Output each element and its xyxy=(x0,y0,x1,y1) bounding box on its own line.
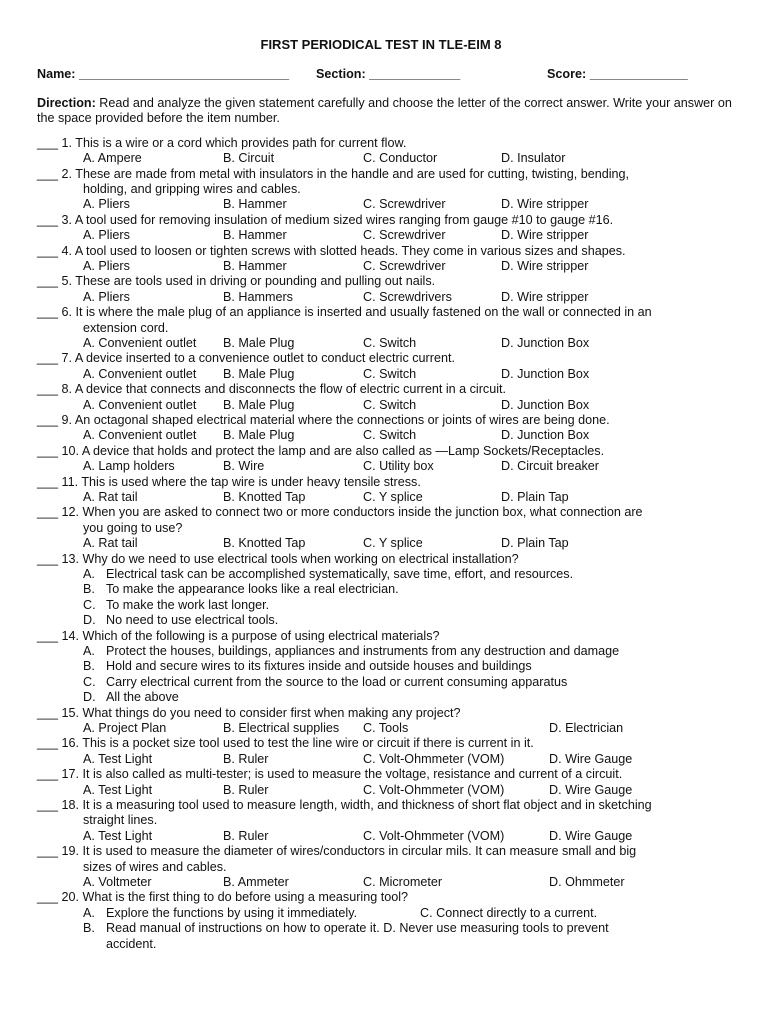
answer-choices xyxy=(37,644,737,706)
question-item xyxy=(37,736,737,767)
test-document xyxy=(37,37,737,952)
question-item xyxy=(37,444,737,475)
page-title: FIRST PERIODICAL TEST IN TLE-EIM 8 xyxy=(260,37,502,52)
question-text: ___ 14. Which of the following is a purpose of using electrical materials? xyxy=(37,628,440,643)
answer-choice-c: C. Switch xyxy=(363,397,417,412)
answer-choices xyxy=(37,875,737,890)
question-text-continued: holding, and gripping wires and cables. xyxy=(83,182,301,197)
answer-choice-a: A. Pliers xyxy=(83,228,130,243)
choice-letter: B. xyxy=(83,582,95,597)
choice-text: To make the appearance looks like a real electrician. xyxy=(106,582,399,597)
choice-letter: D. xyxy=(83,690,96,705)
question-text: ___ 20. What is the first thing to do before using a measuring tool? xyxy=(37,890,409,905)
answer-choice-b: B. Knotted Tap xyxy=(223,536,306,551)
answer-choice-b: B. Wire xyxy=(223,459,265,474)
answer-choices xyxy=(37,721,737,736)
answer-choice-c: C. Switch xyxy=(363,428,417,443)
answer-choice-a: A. Rat tail xyxy=(83,490,138,504)
name-field: Name: ______________________________ xyxy=(37,67,290,81)
question-text-continued: straight lines. xyxy=(83,813,158,828)
question-item xyxy=(37,244,737,275)
answer-choice-a: A. Convenient outlet xyxy=(83,428,197,443)
choice-text: C. Connect directly to a current. xyxy=(420,905,598,920)
answer-choice-d: D. Wire stripper xyxy=(501,289,589,304)
answer-choice-c: C. Volt-Ohmmeter (VOM) xyxy=(363,751,505,766)
answer-choice-row xyxy=(37,906,737,921)
question-text: ___ 17. It is also called as multi-tester; is used to measure the voltage, resistance and current of a circuit. xyxy=(37,767,623,782)
answer-choice-c: C. Switch xyxy=(363,366,417,381)
choice-text: Electrical task can be accomplished systematically, save time, effort, and resources. xyxy=(106,567,574,581)
answer-choice-d: D. Wire stripper xyxy=(501,197,589,212)
choice-text: accident. xyxy=(106,936,157,951)
answer-choices xyxy=(37,829,737,844)
question-list xyxy=(37,136,737,952)
answer-choice-row xyxy=(37,937,737,952)
answer-choice-b: B. Male Plug xyxy=(223,428,295,443)
choice-letter: D. xyxy=(83,613,96,628)
answer-choice-c: C. Utility box xyxy=(363,459,434,474)
choice-text: All the above xyxy=(106,690,179,705)
question-item xyxy=(37,213,737,244)
choice-letter: A. xyxy=(83,644,95,659)
choice-letter: A. xyxy=(83,567,95,581)
question-text: ___ 12. When you are asked to connect two or more conductors inside the junction box, what connection are xyxy=(37,505,643,520)
answer-choices xyxy=(37,567,737,629)
question-text: ___ 8. A device that connects and disconnects the flow of electric current in a circuit. xyxy=(37,382,507,397)
answer-choice-d: D. Insulator xyxy=(501,151,566,166)
question-item xyxy=(37,274,737,305)
answer-choice-d: D. Plain Tap xyxy=(501,490,569,504)
question-item xyxy=(37,844,737,890)
question-text: ___ 4. A tool used to loosen or tighten screws with slotted heads. They come in various sizes and shapes. xyxy=(37,243,626,258)
answer-choice-d: D. Wire stripper xyxy=(501,228,589,243)
answer-choice-a: A. Convenient outlet xyxy=(83,336,197,351)
question-text: ___ 3. A tool used for removing insulation of medium sized wires ranging from gauge #10 to gauge #16. xyxy=(37,212,614,227)
direction-label: Direction: xyxy=(37,96,96,110)
question-text: ___ 2. These are made from metal with insulators in the handle and are used for cutting, twisting, bending, xyxy=(37,166,630,181)
answer-choice-a: A. Ampere xyxy=(83,151,142,166)
answer-choice-d: D. Wire Gauge xyxy=(549,751,633,766)
question-text: ___ 11. This is used where the tap wire is under heavy tensile stress. xyxy=(37,474,421,489)
answer-choice-a: A. Pliers xyxy=(83,289,130,304)
answer-choice-d: D. Plain Tap xyxy=(501,536,569,551)
answer-choice-b: B. Ruler xyxy=(223,828,269,843)
question-text: ___ 15. What things do you need to consider first when making any project? xyxy=(37,705,461,720)
question-text: ___ 13. Why do we need to use electrical tools when working on electrical installation? xyxy=(37,551,519,566)
answer-choices xyxy=(37,459,737,474)
answer-choice-d: D. Wire Gauge xyxy=(549,782,633,797)
answer-choices xyxy=(37,290,737,305)
choice-letter: C. xyxy=(83,597,96,612)
answer-choice-d xyxy=(83,690,737,705)
question-text: ___ 9. An octagonal shaped electrical material where the connections or joints of wires are being done. xyxy=(37,413,610,427)
answer-choice-a: A. Lamp holders xyxy=(83,459,175,474)
answer-choices xyxy=(37,783,737,798)
question-text-continued: you going to use? xyxy=(83,520,183,535)
question-item xyxy=(37,890,737,952)
question-text: ___ 5. These are tools used in driving or pounding and pulling out nails. xyxy=(37,274,436,289)
choice-letter: B. xyxy=(83,659,95,674)
question-item xyxy=(37,767,737,798)
choice-text: Carry electrical current from the source to the load or current consuming apparatus xyxy=(106,674,568,689)
question-item xyxy=(37,706,737,737)
question-item xyxy=(37,552,737,629)
answer-choices xyxy=(37,228,737,243)
answer-choice-b xyxy=(83,659,737,674)
answer-choice-a: A. Test Light xyxy=(83,782,153,797)
answer-choices xyxy=(37,367,737,382)
directions xyxy=(37,96,737,127)
answer-choice-c xyxy=(83,675,737,690)
choice-letter: C. xyxy=(83,674,96,689)
answer-choices xyxy=(37,336,737,351)
section-field: Section: _____________ xyxy=(316,67,461,81)
answer-choice-c xyxy=(83,598,737,613)
answer-choice-d: D. Junction Box xyxy=(501,397,590,412)
answer-choices xyxy=(37,197,737,212)
answer-choice-b: B. Ammeter xyxy=(223,875,289,890)
answer-choice-d: D. Wire Gauge xyxy=(549,828,633,843)
question-text: ___ 1. This is a wire or a cord which provides path for current flow. xyxy=(37,135,407,150)
question-text: ___ 19. It is used to measure the diameter of wires/conductors in circular mils. It can measure small and big xyxy=(37,844,637,859)
choice-letter: B. xyxy=(83,921,95,936)
answer-choice-a: A. Test Light xyxy=(83,751,153,766)
answer-choices xyxy=(37,752,737,767)
question-item xyxy=(37,305,737,351)
question-text: ___ 10. A device that holds and protect the lamp and are also called as ―Lamp Sockets/Receptacles. xyxy=(37,443,605,458)
answer-choice-d: D. Ohmmeter xyxy=(549,875,625,890)
answer-choices xyxy=(37,536,737,551)
question-item xyxy=(37,351,737,382)
answer-choice-a: A. Voltmeter xyxy=(83,875,152,890)
answer-choice-b: B. Electrical supplies xyxy=(223,721,340,736)
answer-choice-d: D. Junction Box xyxy=(501,336,590,351)
answer-choice-d: D. Electrician xyxy=(549,721,624,736)
answer-choice-b: B. Hammer xyxy=(223,259,287,274)
answer-choice-b: B. Hammers xyxy=(223,289,293,304)
answer-choice-b: B. Male Plug xyxy=(223,366,295,381)
answer-choices xyxy=(37,398,737,413)
question-item xyxy=(37,475,737,506)
student-info-row xyxy=(37,67,737,83)
answer-choice-c: C. Tools xyxy=(363,721,409,736)
answer-choice-c: C. Volt-Ohmmeter (VOM) xyxy=(363,828,505,843)
answer-choice-d: D. Wire stripper xyxy=(501,259,589,274)
answer-choice-c: C. Conductor xyxy=(363,151,438,166)
answer-choice-d: D. Circuit breaker xyxy=(501,459,599,474)
answer-choice-a: A. Convenient outlet xyxy=(83,397,197,412)
answer-choice-b: B. Ruler xyxy=(223,782,269,797)
answer-choice-a xyxy=(83,644,737,659)
answer-choice-c: C. Y splice xyxy=(363,490,423,504)
answer-choice-c: C. Switch xyxy=(363,336,417,351)
answer-choice-c: C. Micrometer xyxy=(363,875,443,890)
answer-choice-d xyxy=(83,613,737,628)
answer-choice-b: B. Circuit xyxy=(223,151,275,166)
answer-choice-c: C. Screwdrivers xyxy=(363,289,452,304)
choice-text: To make the work last longer. xyxy=(106,597,270,612)
answer-choice-d: D. Junction Box xyxy=(501,366,590,381)
answer-choice-a: A. Convenient outlet xyxy=(83,366,197,381)
answer-choice-b: B. Ruler xyxy=(223,751,269,766)
answer-choice-a: A. Pliers xyxy=(83,197,130,212)
score-field: Score: ______________ xyxy=(547,67,688,81)
question-text: ___ 7. A device inserted to a convenience outlet to conduct electric current. xyxy=(37,351,455,366)
question-text-continued: sizes of wires and cables. xyxy=(83,859,227,874)
question-item xyxy=(37,505,737,551)
answer-choice-a: A. Rat tail xyxy=(83,536,138,551)
question-item xyxy=(37,413,737,444)
question-item xyxy=(37,136,737,167)
direction-text: Read and analyze the given statement carefully and choose the letter of the correct answer. Write your answer on the space provided before the item number. xyxy=(37,96,732,126)
answer-choices xyxy=(37,428,737,443)
choice-text: Protect the houses, buildings, appliances and instruments from any destruction and damage xyxy=(106,644,620,659)
answer-choice-b: B. Hammer xyxy=(223,197,287,212)
answer-choice-a: A. Pliers xyxy=(83,259,130,274)
question-item xyxy=(37,629,737,706)
answer-choice-b: B. Male Plug xyxy=(223,336,295,351)
question-text-continued: extension cord. xyxy=(83,320,169,335)
answer-choice-c: C. Screwdriver xyxy=(363,197,446,212)
answer-choice-c: C. Screwdriver xyxy=(363,259,446,274)
answer-choice-b: B. Hammer xyxy=(223,228,287,243)
question-item xyxy=(37,382,737,413)
answer-choice-a: A. Project Plan xyxy=(83,721,167,736)
question-text: ___ 18. It is a measuring tool used to measure length, width, and thickness of short flat object and in sketching xyxy=(37,798,652,813)
question-item xyxy=(37,798,737,844)
answer-choices xyxy=(37,490,737,505)
answer-choice-c: C. Y splice xyxy=(363,536,423,551)
answer-choice-b xyxy=(83,582,737,597)
answer-choice-c: C. Screwdriver xyxy=(363,228,446,243)
choice-text: No need to use electrical tools. xyxy=(106,613,279,628)
question-text: ___ 6. It is where the male plug of an appliance is inserted and usually fastened on the wall or connected in an xyxy=(37,305,652,320)
answer-choice-b: B. Knotted Tap xyxy=(223,490,306,504)
answer-choice-row xyxy=(37,921,737,936)
question-text: ___ 16. This is a pocket size tool used to test the line wire or circuit if there is current in it. xyxy=(37,736,534,751)
choice-letter: A. xyxy=(83,905,95,920)
answer-choice-b: B. Male Plug xyxy=(223,397,295,412)
answer-choices xyxy=(37,259,737,274)
answer-choice-a xyxy=(83,567,737,582)
answer-choice-d: D. Junction Box xyxy=(501,428,590,443)
answer-choice-c: C. Volt-Ohmmeter (VOM) xyxy=(363,782,505,797)
choice-text: Explore the functions by using it immediately. xyxy=(106,905,358,920)
answer-choices xyxy=(37,151,737,166)
choice-text: Hold and secure wires to its fixtures inside and outside houses and buildings xyxy=(106,659,532,674)
choice-text: Read manual of instructions on how to operate it. D. Never use measuring tools to prevent xyxy=(106,921,609,936)
question-item xyxy=(37,167,737,213)
answer-choice-a: A. Test Light xyxy=(83,828,153,843)
